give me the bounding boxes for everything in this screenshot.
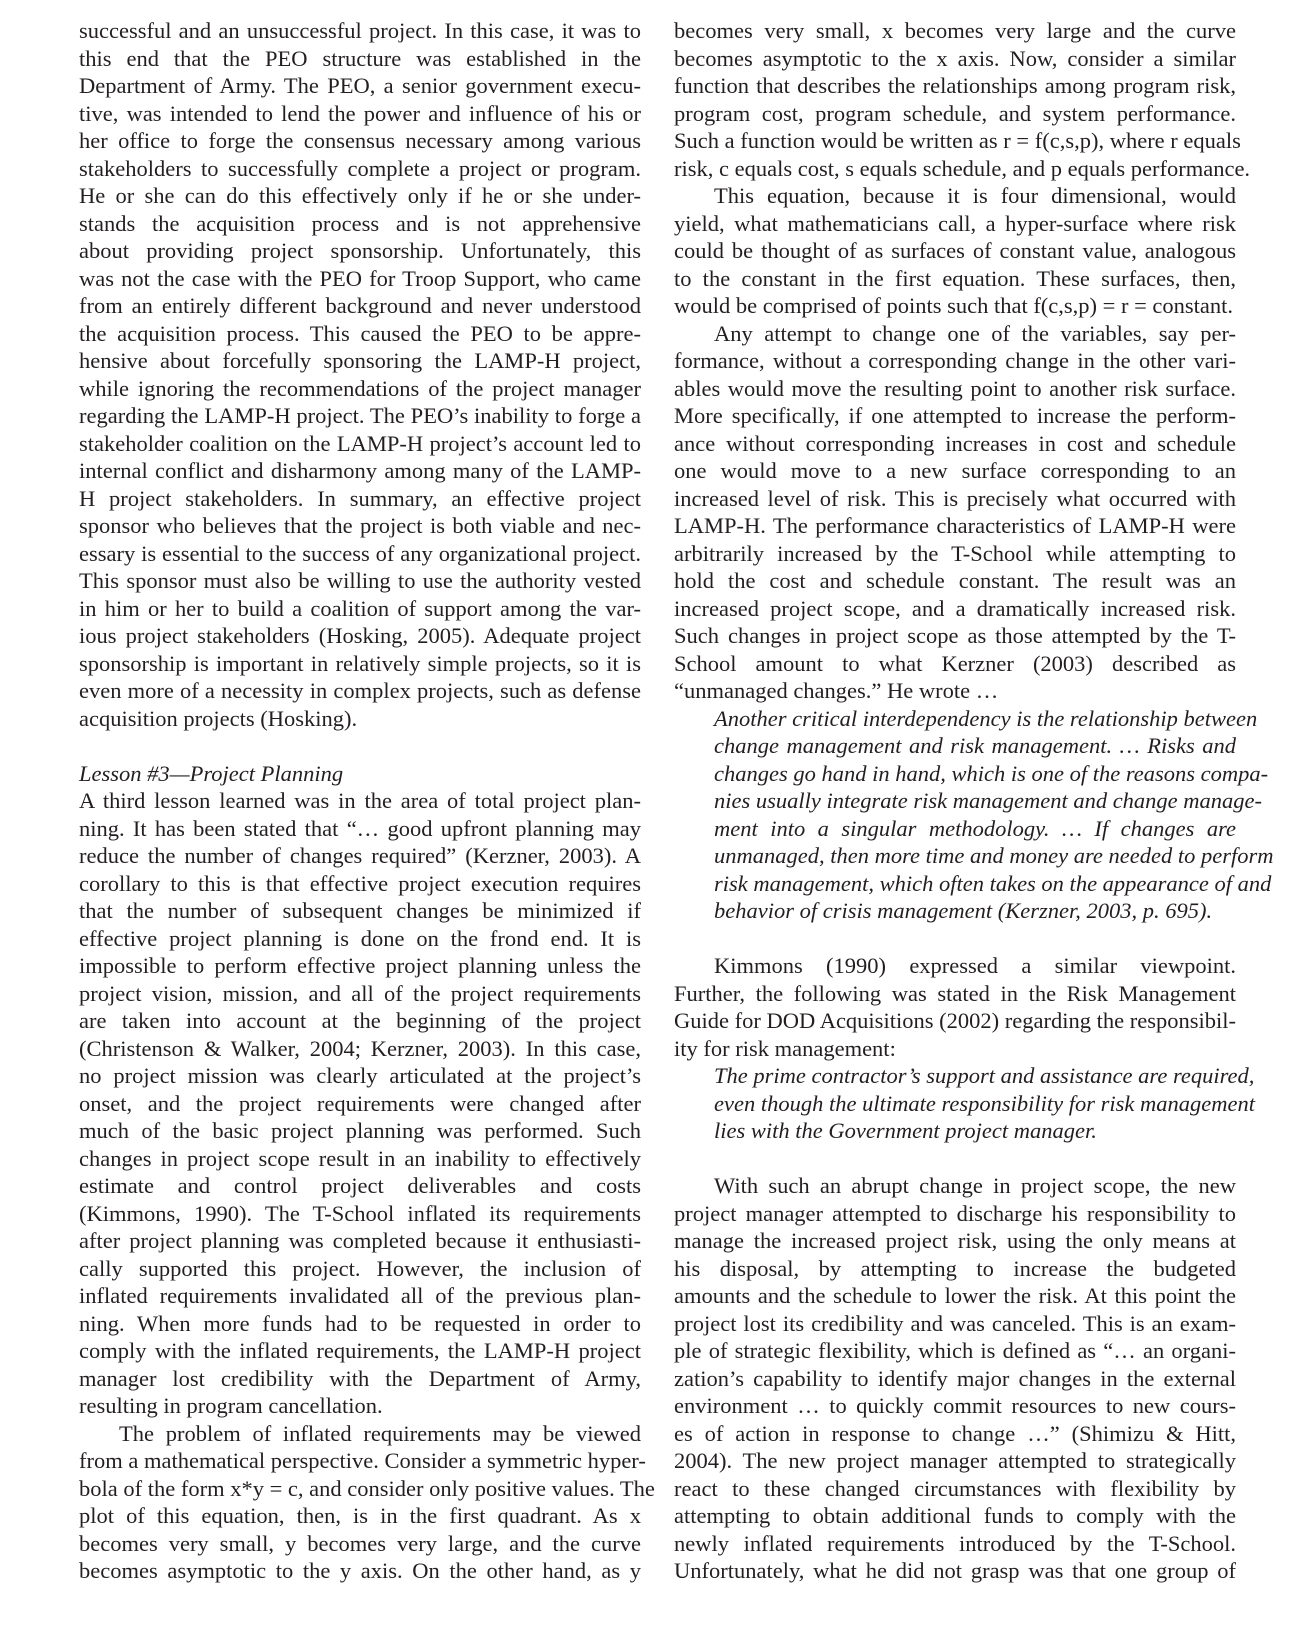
text-line: one would move to a new surface corresponding to an xyxy=(674,458,1236,483)
text-line: internal conflict and disharmony among many of the LAMP- xyxy=(79,458,641,483)
text-line: the acquisition process. This caused the PEO to be appre- xyxy=(79,320,641,346)
text-line: stands the acquisition process and is not apprehensive xyxy=(79,210,641,236)
text-line: project vision, mission, and all of the project requirements xyxy=(79,980,641,1006)
text-line: sponsor who believes that the project is both viable and nec- xyxy=(79,513,641,538)
text-line: ning. It has been stated that “… good upfront planning may xyxy=(79,815,641,841)
text-line: much of the basic project planning was performed. Such xyxy=(79,1118,641,1143)
text-line: from an entirely different background and never understood xyxy=(79,293,641,318)
text-line: about providing project sponsorship. Unfortunately, this xyxy=(79,238,641,263)
text-line: lies with the Government project manager. xyxy=(714,1118,1097,1143)
text-line: Kimmons (1990) expressed a similar viewpoint. xyxy=(714,953,1236,978)
text-line: while ignoring the recommendations of the project manager xyxy=(79,375,641,401)
text-line: could be thought of as surfaces of constant value, analogous xyxy=(674,238,1236,263)
text-line: yield, what mathematicians call, a hyper-surface where risk xyxy=(674,210,1236,236)
text-line: With such an abrupt change in project scope, the new xyxy=(714,1173,1236,1198)
text-line: changes go hand in hand, which is one of the reasons compa- xyxy=(714,760,1269,786)
paragraph xyxy=(674,17,1251,182)
text-line: change management and risk management. … Risks and xyxy=(714,733,1236,758)
text-line: This equation, because it is four dimensional, would xyxy=(714,183,1236,208)
text-line: zation’s capability to identify major changes in the external xyxy=(674,1365,1236,1391)
text-line: successful and an unsuccessful project. In this case, it was to xyxy=(79,18,641,43)
text-line: changes in project scope result in an inability to effectively xyxy=(79,1145,641,1171)
text-line: attempting to obtain additional funds to comply with the xyxy=(674,1503,1236,1528)
text-line: her office to forge the consensus necessary among various xyxy=(79,128,641,153)
text-line: function that describes the relationships among program risk, xyxy=(674,73,1236,98)
text-line: that the number of subsequent changes be minimized if xyxy=(79,898,641,923)
text-line: Unfortunately, what he did not grasp was that one group of xyxy=(674,1558,1236,1583)
text-line: react to these changed circumstances with flexibility by xyxy=(674,1475,1236,1501)
text-line: plot of this equation, then, is in the first quadrant. As x xyxy=(79,1503,641,1528)
text-line: no project mission was clearly articulated at the project’s xyxy=(79,1063,641,1088)
text-line: “unmanaged changes.” He wrote … xyxy=(674,678,999,703)
text-line: The problem of inflated requirements may be viewed xyxy=(119,1420,641,1446)
text-line: impossible to perform effective project planning unless the xyxy=(79,953,641,978)
text-line: even though the ultimate responsibility for risk management xyxy=(714,1090,1255,1116)
text-line: ance without corresponding increases in cost and schedule xyxy=(674,430,1236,456)
text-line: even more of a necessity in complex projects, such as defense xyxy=(79,678,641,703)
text-line: project manager attempted to discharge his responsibility to xyxy=(674,1200,1236,1226)
text-line: ious project stakeholders (Hosking, 2005). Adequate project xyxy=(79,623,641,648)
text-line: becomes asymptotic to the x axis. Now, consider a similar xyxy=(674,45,1236,71)
text-line: essary is essential to the success of any organizational project. xyxy=(79,540,641,566)
text-line: tive, was intended to lend the power and influence of his or xyxy=(79,100,641,126)
text-line: Department of Army. The PEO, a senior government execu- xyxy=(79,73,641,98)
block-quote xyxy=(674,1062,1255,1145)
text-line: are taken into account at the beginning of the project xyxy=(79,1008,641,1033)
text-line: after project planning was completed because it enthusiasti- xyxy=(79,1228,641,1253)
text-line: project lost its credibility and was canceled. This is an exam- xyxy=(674,1310,1236,1336)
right-column xyxy=(674,17,1274,1585)
text-line: would be comprised of points such that f(c,s,p) = r = constant. xyxy=(674,293,1234,318)
text-line: (Kimmons, 1990). The T-School inflated its requirements xyxy=(79,1200,641,1226)
text-line: es of action in response to change …” (Shimizu & Hitt, xyxy=(674,1420,1236,1446)
text-line: ables would move the resulting point to another risk surface. xyxy=(674,375,1236,401)
paragraph xyxy=(674,952,1236,1062)
text-line: his disposal, by attempting to increase the budgeted xyxy=(674,1255,1236,1281)
text-line: increased level of risk. This is precisely what occurred with xyxy=(674,485,1236,511)
paragraph xyxy=(674,182,1236,320)
section-heading xyxy=(79,760,641,788)
text-line: Any attempt to change one of the variables, say per- xyxy=(714,320,1236,346)
text-line: effective project planning is done on the frond end. It is xyxy=(79,925,641,951)
text-line: stakeholder coalition on the LAMP-H project’s account led to xyxy=(79,430,641,456)
text-line: acquisition projects (Hosking). xyxy=(79,705,358,731)
text-line: Such a function would be written as r = f(c,s,p), where r equals xyxy=(674,128,1241,153)
text-line: LAMP-H. The performance characteristics of LAMP-H were xyxy=(674,513,1236,538)
blank-line xyxy=(674,1145,1236,1173)
text-line: Such changes in project scope as those attempted by the T- xyxy=(674,623,1236,648)
text-line: Another critical interdependency is the relationship between xyxy=(714,705,1258,731)
text-line: Guide for DOD Acquisitions (2002) regarding the responsibil- xyxy=(674,1008,1236,1033)
block-quote xyxy=(674,705,1274,925)
text-line: ment into a singular methodology. … If changes are xyxy=(714,815,1236,841)
text-line: This sponsor must also be willing to use the authority vested xyxy=(79,568,641,593)
text-line: arbitrarily increased by the T-School while attempting to xyxy=(674,540,1236,566)
text-line: program cost, program schedule, and system performance. xyxy=(674,100,1236,126)
text-line: More specifically, if one attempted to increase the perform- xyxy=(674,403,1236,428)
text-line: ple of strategic flexibility, which is defined as “… an organi- xyxy=(674,1338,1236,1363)
text-line: stakeholders to successfully complete a project or program. xyxy=(79,155,641,181)
text-line: risk, c equals cost, s equals schedule, and p equals performance. xyxy=(674,155,1251,181)
left-column xyxy=(79,17,655,1585)
text-line: becomes asymptotic to the y axis. On the other hand, as y xyxy=(79,1558,641,1583)
text-line: regarding the LAMP-H project. The PEO’s inability to forge a xyxy=(79,403,641,428)
text-line: inflated requirements invalidated all of the previous plan- xyxy=(79,1283,641,1308)
text-line: Lesson #3—Project Planning xyxy=(79,760,344,786)
text-line: School amount to what Kerzner (2003) described as xyxy=(674,650,1236,676)
text-line: increased project scope, and a dramatically increased risk. xyxy=(674,595,1236,621)
text-line: reduce the number of changes required” (Kerzner, 2003). A xyxy=(79,843,641,868)
paragraph xyxy=(79,787,641,1420)
text-line: A third lesson learned was in the area of total project plan- xyxy=(79,788,641,813)
text-line: nies usually integrate risk management and change manage- xyxy=(714,788,1263,813)
text-line: ity for risk management: xyxy=(674,1035,896,1061)
blank-line xyxy=(674,925,1236,953)
text-line: 2004). The new project manager attempted to strategically xyxy=(674,1448,1236,1473)
paragraph xyxy=(674,320,1236,705)
text-line: corollary to this is that effective project execution requires xyxy=(79,870,641,896)
text-line: He or she can do this effectively only if he or she under- xyxy=(79,183,641,208)
text-line: Further, the following was stated in the Risk Management xyxy=(674,980,1236,1006)
text-line: was not the case with the PEO for Troop Support, who came xyxy=(79,265,641,291)
text-line: hensive about forcefully sponsoring the LAMP-H project, xyxy=(79,348,641,373)
text-line: this end that the PEO structure was established in the xyxy=(79,45,641,71)
text-line: manage the increased project risk, using the only means at xyxy=(674,1228,1236,1253)
blank-line xyxy=(79,732,641,760)
text-line: amounts and the schedule to lower the risk. At this point the xyxy=(674,1283,1236,1308)
text-line: risk management, which often takes on the appearance of and xyxy=(714,870,1272,896)
text-line: (Christenson & Walker, 2004; Kerzner, 2003). In this case, xyxy=(79,1035,641,1061)
text-line: from a mathematical perspective. Consider a symmetric hyper- xyxy=(79,1448,646,1473)
text-line: environment … to quickly commit resources to new cours- xyxy=(674,1393,1236,1418)
text-line: bola of the form x*y = c, and consider only positive values. The xyxy=(79,1475,655,1501)
paragraph xyxy=(79,1420,655,1585)
paragraph xyxy=(79,17,641,732)
text-line: The prime contractor’s support and assistance are required, xyxy=(714,1063,1255,1088)
text-line: hold the cost and schedule constant. The result was an xyxy=(674,568,1236,593)
text-line: manager lost credibility with the Department of Army, xyxy=(79,1365,641,1391)
text-line: comply with the inflated requirements, the LAMP-H project xyxy=(79,1338,641,1363)
text-line: unmanaged, then more time and money are needed to perform xyxy=(714,843,1274,868)
text-line: newly inflated requirements introduced by the T-School. xyxy=(674,1530,1236,1556)
text-line: formance, without a corresponding change in the other vari- xyxy=(674,348,1236,373)
text-line: H project stakeholders. In summary, an effective project xyxy=(79,485,641,511)
text-line: becomes very small, x becomes very large and the curve xyxy=(674,18,1236,43)
text-line: resulting in program cancellation. xyxy=(79,1393,383,1418)
text-line: behavior of crisis management (Kerzner, 2003, p. 695). xyxy=(714,898,1213,923)
text-line: becomes very small, y becomes very large, and the curve xyxy=(79,1530,641,1556)
text-line: in him or her to build a coalition of support among the var- xyxy=(79,595,641,621)
text-line: sponsorship is important in relatively simple projects, so it is xyxy=(79,650,641,676)
text-line: onset, and the project requirements were changed after xyxy=(79,1090,641,1116)
paragraph xyxy=(674,1172,1236,1585)
text-line: to the constant in the first equation. These surfaces, then, xyxy=(674,265,1236,291)
text-line: estimate and control project deliverables and costs xyxy=(79,1173,641,1198)
text-line: cally supported this project. However, the inclusion of xyxy=(79,1255,641,1281)
text-line: ning. When more funds had to be requested in order to xyxy=(79,1310,641,1336)
